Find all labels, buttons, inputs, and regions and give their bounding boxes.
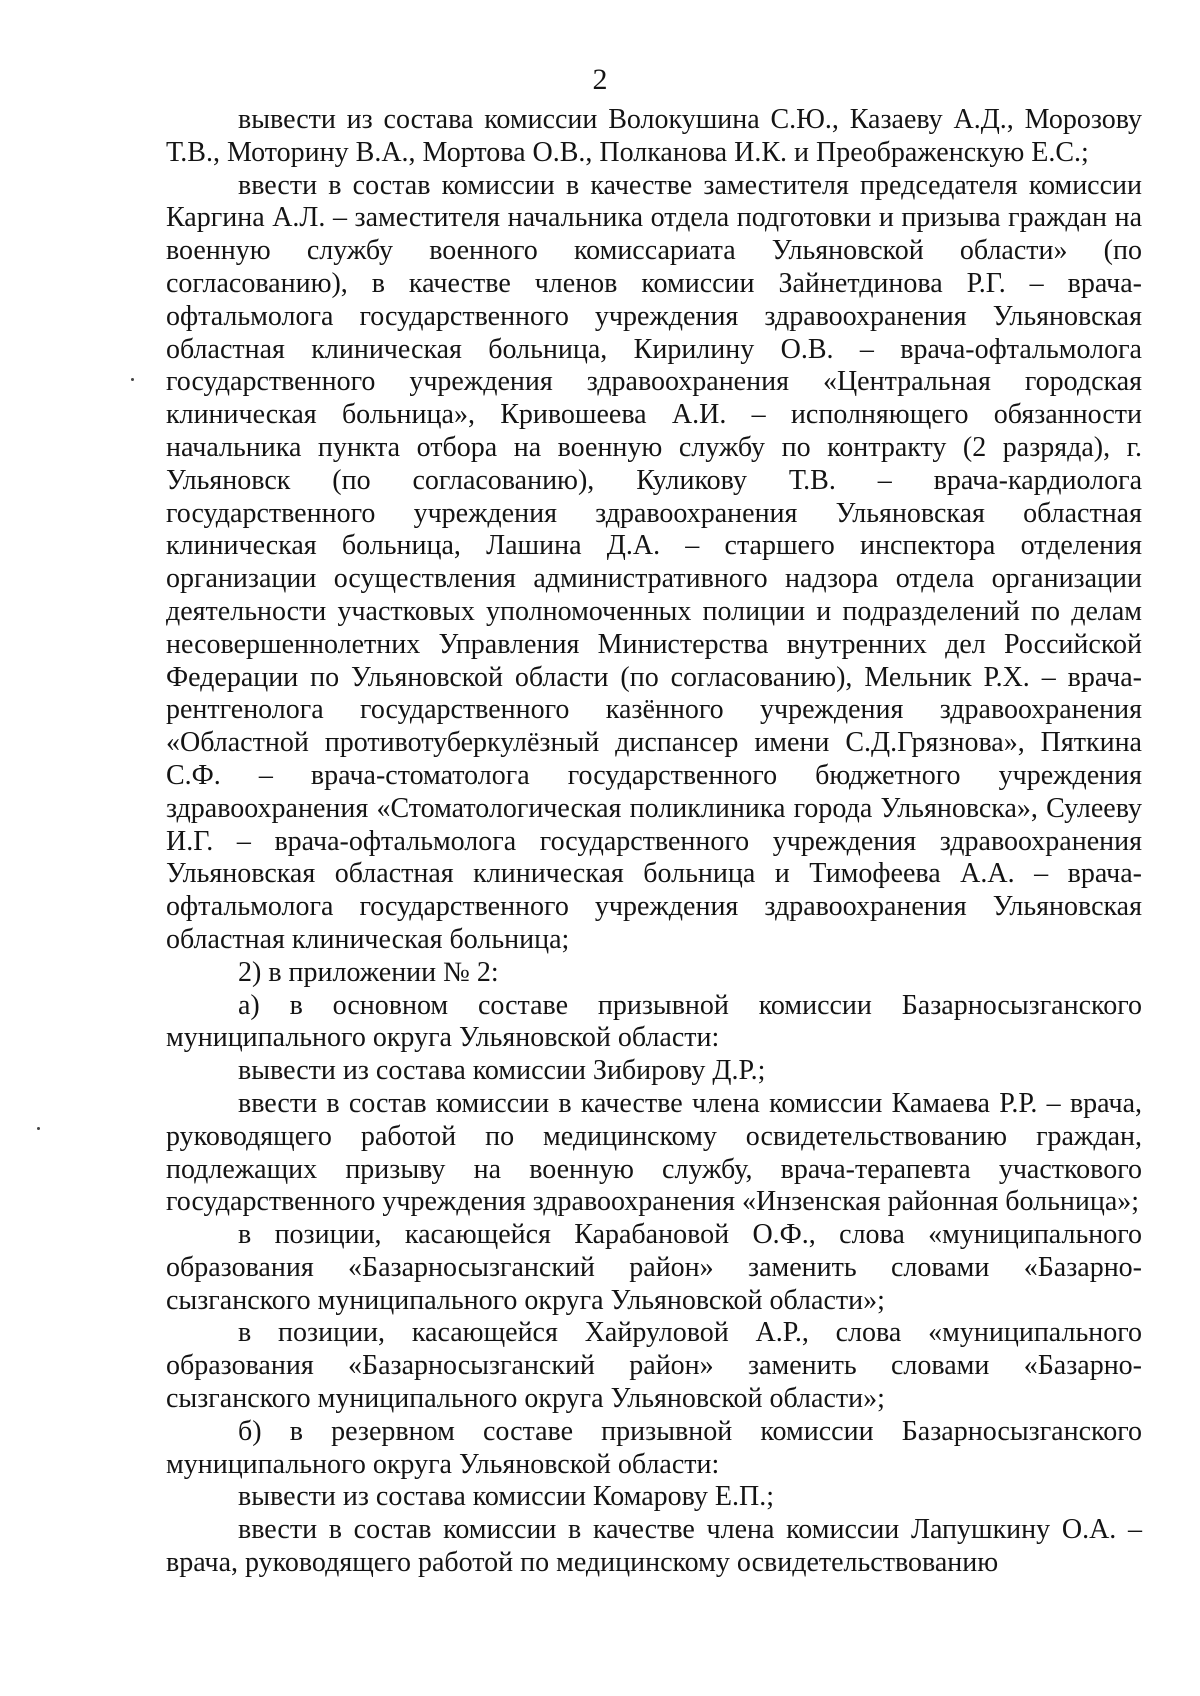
paragraph-remove-zibirova: вывести из состава комиссии Зибирову Д.Р.; (238, 1055, 766, 1087)
paragraph-reserve-composition: б) в резервном составе призывной комиссии Базарносызганского муниципального округа Ульяновской области: (166, 1415, 1142, 1480)
paragraph-remove-members: вывести из состава комиссии Волокушина С.Ю., Казаеву А.Д., Морозову Т.В., Моторину В.А., Мортова О.В., Полканова И.К. и Преображенскую Е.С.; (166, 104, 1142, 168)
document-body (166, 104, 1142, 1580)
scan-speck (131, 378, 134, 381)
paragraph-add-lapushkina: ввести в состав комиссии в качестве члена комиссии Лапушкину О.А. – врача, руководящего работой по медицинскому освидетельствованию (166, 1514, 1142, 1579)
paragraph-appendix-2-heading: 2) в приложении № 2: (238, 956, 499, 988)
paragraph-add-members: ввести в состав комиссии в качестве заместителя председателя комиссии Каргина А.Л. – заместителя начальника отдела подготовки и призыва граждан на военную службу военного комиссариата Ульяновской области» (по согласованию), в качестве членов комиссии Зайнетдинова Р.Г. – врача-офтальмолога государственного учреждения здравоохранения Ульяновская областная клиническая больница, Кирилину О.В. – врача-офтальмолога государственного учреждения здравоохранения «Центральная городская клиническая больница», Кривошеева А.И. – исполняющего обязанности начальника пункта отбора на военную службу по контракту (2 разряда), г. Ульяновск (по согласованию), Куликову Т.В. – врача-кардиолога государственного учреждения здравоохранения Ульяновская областная клиническая больница, Лашина Д.А. – старшего инспектора отделения организации осуществления административного надзора отдела организации деятельности участковых уполномоченных полиции и подразделений по делам несовершеннолетних Управления Министерства внутренних дел Российской Федерации по Ульяновской области (по согласованию), Мельник Р.Х. – врача-рентгенолога государственного казённого учреждения здравоохранения «Областной противотуберкулёзный диспансер имени С.Д.Грязнова», Пяткина С.Ф. – врача-стоматолога государственного бюджетного учреждения здравоохранения «Стоматологическая поликлиника города Ульяновска», Сулееву И.Г. – врача-офтальмолога государственного учреждения здравоохранения Ульяновская областная клиническая больница и Тимофеева А.А. – врача-офтальмолога государственного учреждения здравоохранения Ульяновская областная клиническая больница; (166, 169, 1142, 955)
paragraph-khairulova-position: в позиции, касающейся Хайруловой А.Р., слова «муниципального образования «Базарносызганский район» заменить словами «Базарно-сызганского муниципального округа Ульяновской области»; (166, 1317, 1142, 1415)
paragraph-add-kamaev: ввести в состав комиссии в качестве члена комиссии Камаева Р.Р. – врача, руководящего работой по медицинскому освидетельствованию граждан, подлежащих призыву на военную службу, врача-терапевта участкового государственного учреждения здравоохранения «Инзенская районная больница»; (166, 1087, 1142, 1218)
page-number: 2 (592, 63, 608, 96)
scan-speck (37, 1127, 40, 1130)
paragraph-main-composition: а) в основном составе призывной комиссии Базарносызганского муниципального округа Ульяновской области: (166, 989, 1142, 1054)
paragraph-remove-komarova: вывести из состава комиссии Комарову Е.П.; (238, 1481, 774, 1513)
paragraph-karabanova-position: в позиции, касающейся Карабановой О.Ф., слова «муниципального образования «Базарносызганский район» заменить словами «Базарно-сызганского муниципального округа Ульяновской области»; (166, 1219, 1142, 1316)
